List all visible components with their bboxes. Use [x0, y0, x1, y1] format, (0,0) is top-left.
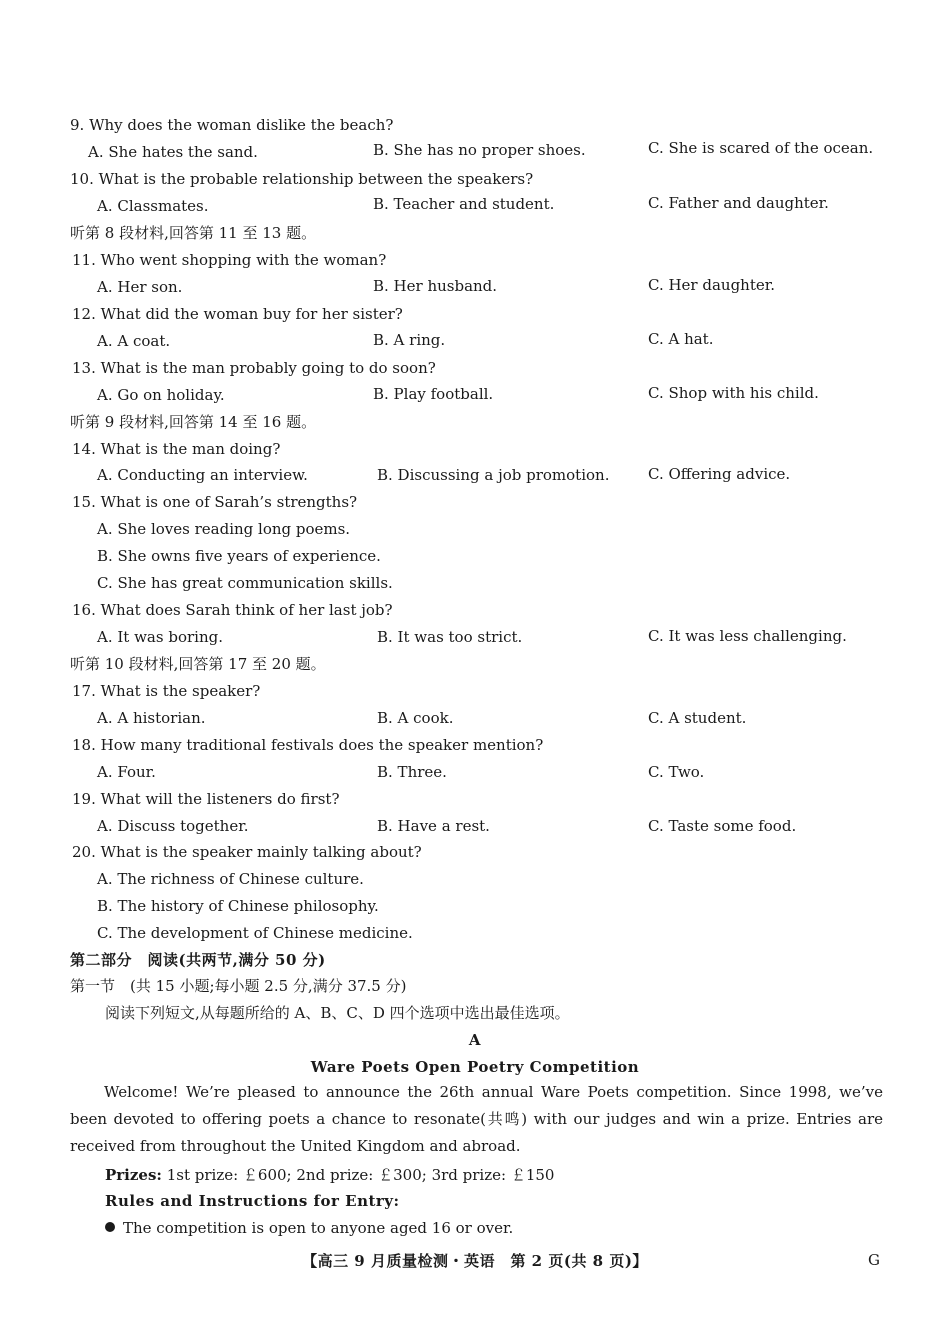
- rule-item: [105, 1219, 513, 1237]
- passage-paragraph-1: [70, 1079, 883, 1160]
- prizes-line: [105, 1166, 554, 1184]
- q16-option-b: B. It was too strict.: [377, 628, 523, 646]
- q20-option-b: B. The history of Chinese philosophy.: [97, 897, 379, 915]
- q13-option-c: C. Shop with his child.: [648, 384, 819, 402]
- q11-option-c: C. Her daughter.: [648, 276, 776, 294]
- section-9-instruction: 听第 9 段材料,回答第 14 至 16 题。: [70, 413, 317, 431]
- prizes-label: Prizes:: [105, 1166, 162, 1184]
- question-10: 10. What is the probable relationship between the speakers?: [70, 170, 534, 188]
- q14-option-c: C. Offering advice.: [648, 465, 791, 483]
- reading-instruction: 阅读下列短文,从每题所给的 A、B、C、D 四个选项中选出最佳选项。: [105, 1004, 570, 1022]
- q18-option-b: B. Three.: [377, 763, 447, 781]
- q18-option-c: C. Two.: [648, 763, 705, 781]
- q17-option-b: B. A cook.: [377, 709, 454, 727]
- question-18: 18. How many traditional festivals does the speaker mention?: [72, 736, 544, 754]
- question-14: 14. What is the man doing?: [72, 440, 281, 458]
- question-20: 20. What is the speaker mainly talking about?: [72, 843, 422, 861]
- q14-option-a: A. Conducting an interview.: [97, 466, 308, 484]
- q16-option-a: A. It was boring.: [97, 628, 223, 646]
- bullet-icon: [105, 1222, 115, 1232]
- q15-option-a: A. She loves reading long poems.: [97, 520, 351, 538]
- q16-option-c: C. It was less challenging.: [648, 627, 847, 645]
- section-10-instruction: 听第 10 段材料,回答第 17 至 20 题。: [70, 655, 326, 673]
- q19-option-b: B. Have a rest.: [377, 817, 490, 835]
- question-16: 16. What does Sarah think of her last job?: [72, 601, 393, 619]
- question-19: 19. What will the listeners do first?: [72, 790, 340, 808]
- q12-option-a: A. A coat.: [97, 332, 171, 350]
- question-13: 13. What is the man probably going to do soon?: [72, 359, 436, 377]
- q9-option-c: C. She is scared of the ocean.: [648, 139, 874, 157]
- q18-option-a: A. Four.: [97, 763, 156, 781]
- rules-heading: Rules and Instructions for Entry:: [105, 1192, 400, 1210]
- q10-option-b: B. Teacher and student.: [373, 195, 555, 213]
- q15-option-b: B. She owns five years of experience.: [97, 547, 381, 565]
- question-12: 12. What did the woman buy for her sister?: [72, 305, 403, 323]
- q11-option-b: B. Her husband.: [373, 277, 498, 295]
- q19-option-c: C. Taste some food.: [648, 817, 797, 835]
- page-footer: 【高三 9 月质量检测・英语 第 2 页(共 8 页)】: [302, 1252, 648, 1270]
- prizes-text: 1st prize: ￡600; 2nd prize: ￡300; 3rd prize: ￡150: [166, 1166, 555, 1184]
- q13-option-a: A. Go on holiday.: [97, 386, 225, 404]
- q19-option-a: A. Discuss together.: [97, 817, 249, 835]
- q17-option-a: A. A historian.: [97, 709, 206, 727]
- section-8-instruction: 听第 8 段材料,回答第 11 至 13 题。: [70, 224, 317, 242]
- question-9: 9. Why does the woman dislike the beach?: [70, 116, 394, 134]
- q9-option-b: B. She has no proper shoes.: [373, 141, 586, 159]
- q12-option-c: C. A hat.: [648, 330, 714, 348]
- question-11: 11. Who went shopping with the woman?: [72, 251, 387, 269]
- q10-option-c: C. Father and daughter.: [648, 194, 829, 212]
- passage-title: Ware Poets Open Poetry Competition: [310, 1058, 640, 1076]
- rule-1-text: The competition is open to anyone aged 16 or over.: [123, 1219, 514, 1237]
- q13-option-b: B. Play football.: [373, 385, 494, 403]
- q20-option-c: C. The development of Chinese medicine.: [97, 924, 413, 942]
- paper-code: G: [868, 1251, 880, 1269]
- question-17: 17. What is the speaker?: [72, 682, 261, 700]
- q14-option-b: B. Discussing a job promotion.: [377, 466, 610, 484]
- section-one-title: 第一节 (共 15 小题;每小题 2.5 分,满分 37.5 分): [70, 977, 407, 995]
- q17-option-c: C. A student.: [648, 709, 747, 727]
- part-two-title: 第二部分 阅读(共两节,满分 50 分): [70, 951, 326, 969]
- passage-paragraph-1-text: Welcome! We’re pleased to announce the 26th annual Ware Poets competition. Since 1998, we’ve been devoted to offering poets a chance to resonate(共鸣) with our judges and win a prize. Entries are received from throughout the United Kingdom and abroad.: [70, 1083, 883, 1155]
- q10-option-a: A. Classmates.: [97, 197, 209, 215]
- q11-option-a: A. Her son.: [97, 278, 183, 296]
- q15-option-c: C. She has great communication skills.: [97, 574, 393, 592]
- question-15: 15. What is one of Sarah’s strengths?: [72, 493, 358, 511]
- passage-letter: A: [468, 1031, 482, 1049]
- q9-option-a: A. She hates the sand.: [88, 143, 258, 161]
- q20-option-a: A. The richness of Chinese culture.: [97, 870, 364, 888]
- q12-option-b: B. A ring.: [373, 331, 446, 349]
